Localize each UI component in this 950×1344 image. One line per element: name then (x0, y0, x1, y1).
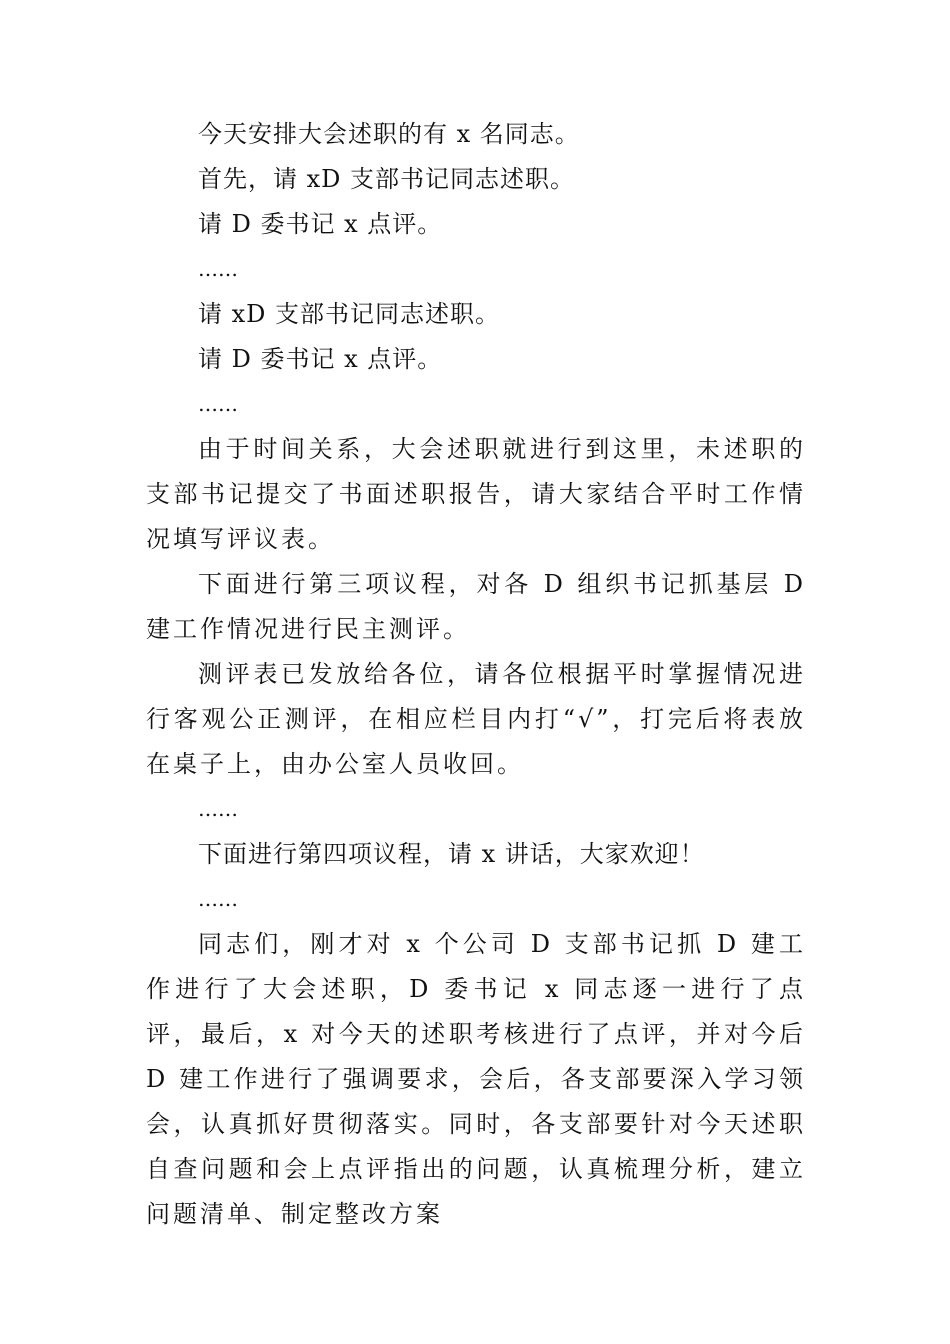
paragraph: 测评表已发放给各位，请各位根据平时掌握情况进行客观公正测评，在相应栏目内打“√”，打完后将表放在桌子上，由办公室人员收回。 (146, 660, 806, 778)
document-body (146, 112, 806, 1237)
text-line: 下面进行第四项议程，请 x 讲话，大家欢迎！ (198, 840, 705, 868)
text-line: 请 D 委书记 x 点评。 (198, 345, 443, 373)
text-line: 首先，请 xD 支部书记同志述职。 (198, 165, 576, 193)
text-line: 请 xD 支部书记同志述职。 (198, 300, 501, 328)
paragraph-final: 同志们，刚才对 x 个公司 D 支部书记抓 D 建工作进行了大会述职，D 委书记 x 同志逐一进行了点评，最后，x 对今天的述职考核进行了点评，并对今后 D 建工作进行了强调要求，会后，各支部要深入学习领会，认真抓好贯彻落实。同时，各支部要针对今天述职自查问题和会上点评指出的问题，认真梳理分析，建立问题清单、制定整改方案 (146, 930, 806, 1228)
paragraph: 下面进行第三项议程，对各 D 组织书记抓基层 D 建工作情况进行民主测评。 (146, 570, 806, 643)
ellipsis-line: …… (198, 257, 238, 281)
ellipsis-line: …… (198, 392, 238, 416)
ellipsis-line: …… (198, 887, 238, 911)
text-line: 请 D 委书记 x 点评。 (198, 210, 443, 238)
text-line: 今天安排大会述职的有 x 名同志。 (198, 120, 580, 148)
ellipsis-line: …… (198, 797, 238, 821)
paragraph: 由于时间关系，大会述职就进行到这里，未述职的支部书记提交了书面述职报告，请大家结合平时工作情况填写评议表。 (146, 435, 806, 553)
